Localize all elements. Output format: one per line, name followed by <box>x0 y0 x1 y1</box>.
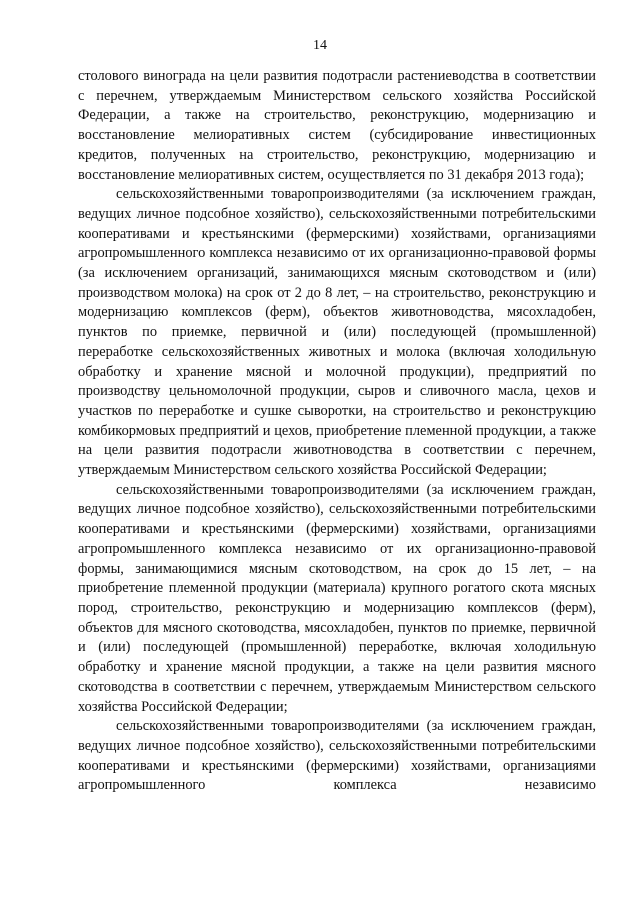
document-body <box>78 67 596 796</box>
paragraph: сельскохозяйственными товаропроизводителями (за исключением граждан, ведущих личное подсобное хозяйство), сельскохозяйственными потребительскими кооперативами и крестьянскими (фермерскими) хозяйствами, организациями агропромышленного комплекса независимо от их организационно-правовой формы, занимающимися мясным скотоводством, на срок до 15 лет, – на приобретение племенной продукции (материала) крупного рогатого скота мясных пород, строительство, реконструкцию и модернизацию комплексов (ферм), объектов для мясного скотоводства, мясохладобен, пунктов по приемке, первичной и (или) последующей (промышленной) переработке, включая холодильную обработку и хранение мясной продукции, а также на цели развития мясного скотоводства в соответствии с перечнем, утверждаемым Министерством сельского хозяйства Российской Федерации; <box>78 481 596 715</box>
paragraph-continuation: столового винограда на цели развития подотрасли растениеводства в соответствии с перечнем, утверждаемым Министерством сельского хозяйства Российской Федерации, а также на строительство, реконструкцию, модернизацию и восстановление мелиоративных систем (субсидирование инвестиционных кредитов, полученных на строительство, реконструкцию, модернизацию и восстановление мелиоративных систем, осуществляется по 31 декабря 2013 года); <box>78 68 596 183</box>
page-number: 14 <box>313 38 327 53</box>
paragraph: сельскохозяйственными товаропроизводителями (за исключением граждан, ведущих личное подсобное хозяйство), сельскохозяйственными потребительскими кооперативами и крестьянскими (фермерскими) хозяйствами, организациями агропромышленного комплекса независимо от их организационно-правовой формы (за исключением организаций, занимающихся мясным скотоводством и (или) производством молока) на срок от 2 до 8 лет, – на строительство, реконструкцию и модернизацию комплексов (ферм), объектов животноводства, мясохладобен, пунктов по приемке, первичной и (или) последующей (промышленной) переработке сельскохозяйственных животных и молока (включая холодильную обработку и хранение мясной и молочной продукции), предприятий по производству цельномолочной продукции, сыров и сливочного масла, цехов и участков по переработке и сушке сыворотки, на строительство и реконструкцию комбикормовых предприятий и цехов, приобретение племенной продукции, а также на цели развития подотрасли животноводства в соответствии с перечнем, утверждаемым Министерством сельского хозяйства Российской Федерации; <box>78 186 596 479</box>
paragraph: сельскохозяйственными товаропроизводителями (за исключением граждан, ведущих личное подсобное хозяйство), сельскохозяйственными потребительскими кооперативами и крестьянскими (фермерскими) хозяйствами, организациями агропромышленного комплекса независимо <box>78 718 596 794</box>
